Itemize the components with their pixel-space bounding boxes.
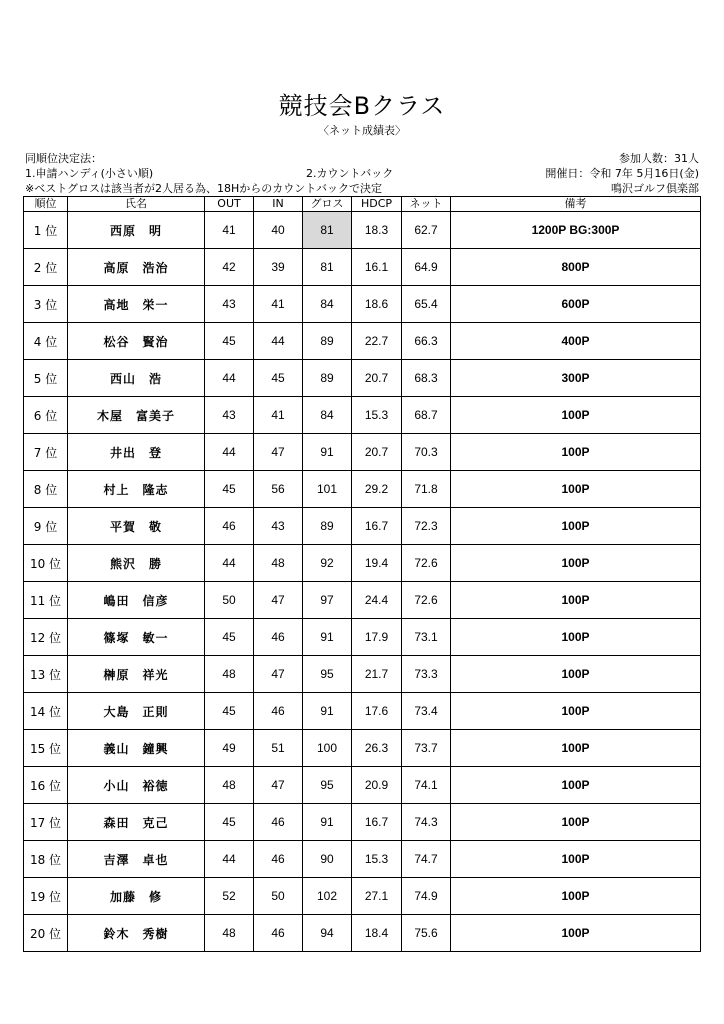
in-score-cell: 48 [254, 545, 303, 582]
remark-cell: 100P [451, 841, 701, 878]
in-score-cell: 46 [254, 841, 303, 878]
out-score-cell: 44 [205, 841, 254, 878]
remark-cell: 100P [451, 434, 701, 471]
gross-score-cell: 102 [303, 878, 352, 915]
column-header-name: 氏名 [68, 197, 205, 212]
remark-cell: 100P [451, 545, 701, 582]
out-score-cell: 44 [205, 434, 254, 471]
remark-cell: 100P [451, 878, 701, 915]
out-score-cell: 45 [205, 804, 254, 841]
out-score-cell: 48 [205, 915, 254, 952]
handicap-cell: 21.7 [352, 656, 402, 693]
table-row [24, 212, 701, 249]
in-score-cell: 39 [254, 249, 303, 286]
out-score-cell: 49 [205, 730, 254, 767]
column-header-net: ネット [402, 197, 451, 212]
player-name-cell: 平賀 敬 [68, 508, 205, 545]
rank-cell: 2 位 [24, 249, 68, 286]
rank-cell: 13 位 [24, 656, 68, 693]
handicap-cell: 19.4 [352, 545, 402, 582]
out-score-cell: 41 [205, 212, 254, 249]
out-score-cell: 43 [205, 286, 254, 323]
participant-count: 参加人数：31人 [619, 152, 699, 165]
gross-score-cell: 90 [303, 841, 352, 878]
results-table [23, 196, 701, 952]
player-name-cell: 鈴木 秀樹 [68, 915, 205, 952]
handicap-cell: 22.7 [352, 323, 402, 360]
in-score-cell: 43 [254, 508, 303, 545]
tiebreak-rule-1: 1.申請ハンディ(小さい順) [25, 167, 154, 180]
player-name-cell: 村上 隆志 [68, 471, 205, 508]
player-name-cell: 義山 鐘興 [68, 730, 205, 767]
table-header-row [24, 197, 701, 212]
in-score-cell: 47 [254, 767, 303, 804]
in-score-cell: 46 [254, 693, 303, 730]
rank-cell: 20 位 [24, 915, 68, 952]
remark-cell: 600P [451, 286, 701, 323]
out-score-cell: 44 [205, 545, 254, 582]
handicap-cell: 17.9 [352, 619, 402, 656]
rank-cell: 12 位 [24, 619, 68, 656]
player-name-cell: 西山 浩 [68, 360, 205, 397]
remark-cell: 1200P BG:300P [451, 212, 701, 249]
remark-cell: 100P [451, 397, 701, 434]
handicap-cell: 18.6 [352, 286, 402, 323]
net-score-cell: 74.7 [402, 841, 451, 878]
handicap-cell: 20.9 [352, 767, 402, 804]
out-score-cell: 48 [205, 656, 254, 693]
rank-cell: 11 位 [24, 582, 68, 619]
event-date: 開催日：令和 7年 5月16日(金) [545, 167, 699, 180]
remark-cell: 100P [451, 804, 701, 841]
gross-score-cell: 91 [303, 434, 352, 471]
rank-cell: 10 位 [24, 545, 68, 582]
rank-cell: 6 位 [24, 397, 68, 434]
net-score-cell: 73.1 [402, 619, 451, 656]
player-name-cell: 榊原 祥光 [68, 656, 205, 693]
in-score-cell: 47 [254, 656, 303, 693]
rank-cell: 17 位 [24, 804, 68, 841]
table-row [24, 693, 701, 730]
in-score-cell: 40 [254, 212, 303, 249]
handicap-cell: 16.7 [352, 804, 402, 841]
table-row [24, 841, 701, 878]
rank-cell: 7 位 [24, 434, 68, 471]
net-score-cell: 73.3 [402, 656, 451, 693]
out-score-cell: 52 [205, 878, 254, 915]
best-gross-note: ※ベストグロスは該当者が2人居る為、18Hからのカウントバックで決定 [25, 182, 383, 195]
net-score-cell: 73.4 [402, 693, 451, 730]
net-score-cell: 68.7 [402, 397, 451, 434]
gross-score-cell: 89 [303, 360, 352, 397]
handicap-cell: 15.3 [352, 397, 402, 434]
net-score-cell: 66.3 [402, 323, 451, 360]
rank-cell: 15 位 [24, 730, 68, 767]
remark-cell: 100P [451, 915, 701, 952]
out-score-cell: 45 [205, 323, 254, 360]
out-score-cell: 43 [205, 397, 254, 434]
handicap-cell: 18.4 [352, 915, 402, 952]
gross-score-cell: 95 [303, 767, 352, 804]
player-name-cell: 西原 明 [68, 212, 205, 249]
rank-cell: 5 位 [24, 360, 68, 397]
player-name-cell: 高原 浩治 [68, 249, 205, 286]
in-score-cell: 45 [254, 360, 303, 397]
net-score-cell: 65.4 [402, 286, 451, 323]
rank-cell: 9 位 [24, 508, 68, 545]
gross-score-cell: 89 [303, 323, 352, 360]
table-row [24, 434, 701, 471]
handicap-cell: 20.7 [352, 434, 402, 471]
net-score-cell: 62.7 [402, 212, 451, 249]
rank-cell: 16 位 [24, 767, 68, 804]
player-name-cell: 大島 正則 [68, 693, 205, 730]
table-row [24, 249, 701, 286]
column-header-rank: 順位 [24, 197, 68, 212]
column-header-hdcp: HDCP [352, 197, 402, 212]
out-score-cell: 48 [205, 767, 254, 804]
remark-cell: 300P [451, 360, 701, 397]
remark-cell: 100P [451, 508, 701, 545]
handicap-cell: 16.1 [352, 249, 402, 286]
player-name-cell: 吉澤 卓也 [68, 841, 205, 878]
rank-cell: 14 位 [24, 693, 68, 730]
rank-cell: 3 位 [24, 286, 68, 323]
table-row [24, 730, 701, 767]
table-row [24, 471, 701, 508]
gross-score-cell: 97 [303, 582, 352, 619]
table-row [24, 878, 701, 915]
rank-cell: 4 位 [24, 323, 68, 360]
handicap-cell: 18.3 [352, 212, 402, 249]
player-name-cell: 小山 裕徳 [68, 767, 205, 804]
net-score-cell: 71.8 [402, 471, 451, 508]
player-name-cell: 嶋田 信彦 [68, 582, 205, 619]
table-row [24, 397, 701, 434]
remark-cell: 400P [451, 323, 701, 360]
player-name-cell: 松谷 賢治 [68, 323, 205, 360]
handicap-cell: 29.2 [352, 471, 402, 508]
net-score-cell: 72.6 [402, 582, 451, 619]
in-score-cell: 46 [254, 804, 303, 841]
rank-cell: 8 位 [24, 471, 68, 508]
table-row [24, 582, 701, 619]
table-row [24, 915, 701, 952]
out-score-cell: 50 [205, 582, 254, 619]
in-score-cell: 46 [254, 619, 303, 656]
out-score-cell: 45 [205, 693, 254, 730]
handicap-cell: 20.7 [352, 360, 402, 397]
player-name-cell: 加藤 修 [68, 878, 205, 915]
table-row [24, 804, 701, 841]
player-name-cell: 木屋 富美子 [68, 397, 205, 434]
net-score-cell: 73.7 [402, 730, 451, 767]
column-header-gross: グロス [303, 197, 352, 212]
handicap-cell: 16.7 [352, 508, 402, 545]
gross-score-cell: 94 [303, 915, 352, 952]
remark-cell: 100P [451, 656, 701, 693]
in-score-cell: 41 [254, 286, 303, 323]
remark-cell: 100P [451, 730, 701, 767]
tiebreak-label: 同順位決定法： [25, 152, 102, 165]
page-subtitle: 〈ネット成績表〉 [318, 124, 406, 137]
gross-score-cell: 100 [303, 730, 352, 767]
in-score-cell: 41 [254, 397, 303, 434]
in-score-cell: 51 [254, 730, 303, 767]
gross-score-cell: 84 [303, 397, 352, 434]
gross-score-cell: 92 [303, 545, 352, 582]
table-row [24, 323, 701, 360]
table-row [24, 360, 701, 397]
table-row [24, 656, 701, 693]
out-score-cell: 45 [205, 619, 254, 656]
in-score-cell: 56 [254, 471, 303, 508]
player-name-cell: 篠塚 敏一 [68, 619, 205, 656]
in-score-cell: 44 [254, 323, 303, 360]
gross-score-cell: 91 [303, 804, 352, 841]
out-score-cell: 44 [205, 360, 254, 397]
in-score-cell: 47 [254, 434, 303, 471]
remark-cell: 800P [451, 249, 701, 286]
net-score-cell: 75.6 [402, 915, 451, 952]
gross-score-cell: 101 [303, 471, 352, 508]
net-score-cell: 72.3 [402, 508, 451, 545]
out-score-cell: 46 [205, 508, 254, 545]
remark-cell: 100P [451, 471, 701, 508]
page-title: 競技会Bクラス [278, 92, 446, 120]
handicap-cell: 15.3 [352, 841, 402, 878]
net-score-cell: 72.6 [402, 545, 451, 582]
player-name-cell: 森田 克己 [68, 804, 205, 841]
table-row [24, 545, 701, 582]
table-row [24, 619, 701, 656]
rank-cell: 19 位 [24, 878, 68, 915]
in-score-cell: 50 [254, 878, 303, 915]
table-row [24, 767, 701, 804]
net-score-cell: 64.9 [402, 249, 451, 286]
gross-score-cell: 81 [303, 249, 352, 286]
column-header-remark: 備考 [451, 197, 701, 212]
remark-cell: 100P [451, 582, 701, 619]
player-name-cell: 高地 栄一 [68, 286, 205, 323]
in-score-cell: 47 [254, 582, 303, 619]
club-name: 鳴沢ゴルフ倶楽部 [611, 182, 699, 195]
handicap-cell: 24.4 [352, 582, 402, 619]
out-score-cell: 45 [205, 471, 254, 508]
net-score-cell: 70.3 [402, 434, 451, 471]
player-name-cell: 井出 登 [68, 434, 205, 471]
gross-score-cell: 89 [303, 508, 352, 545]
net-score-cell: 74.3 [402, 804, 451, 841]
gross-score-cell: 91 [303, 693, 352, 730]
column-header-out: OUT [205, 197, 254, 212]
gross-score-cell: 95 [303, 656, 352, 693]
out-score-cell: 42 [205, 249, 254, 286]
gross-score-cell: 84 [303, 286, 352, 323]
remark-cell: 100P [451, 619, 701, 656]
player-name-cell: 熊沢 勝 [68, 545, 205, 582]
remark-cell: 100P [451, 693, 701, 730]
handicap-cell: 27.1 [352, 878, 402, 915]
in-score-cell: 46 [254, 915, 303, 952]
gross-score-cell: 91 [303, 619, 352, 656]
remark-cell: 100P [451, 767, 701, 804]
net-score-cell: 74.1 [402, 767, 451, 804]
rank-cell: 1 位 [24, 212, 68, 249]
table-row [24, 508, 701, 545]
column-header-in: IN [254, 197, 303, 212]
handicap-cell: 17.6 [352, 693, 402, 730]
table-row [24, 286, 701, 323]
handicap-cell: 26.3 [352, 730, 402, 767]
rank-cell: 18 位 [24, 841, 68, 878]
net-score-cell: 74.9 [402, 878, 451, 915]
gross-score-cell: 81 [303, 212, 352, 249]
tiebreak-rule-2: 2.カウントバック [306, 167, 394, 180]
net-score-cell: 68.3 [402, 360, 451, 397]
